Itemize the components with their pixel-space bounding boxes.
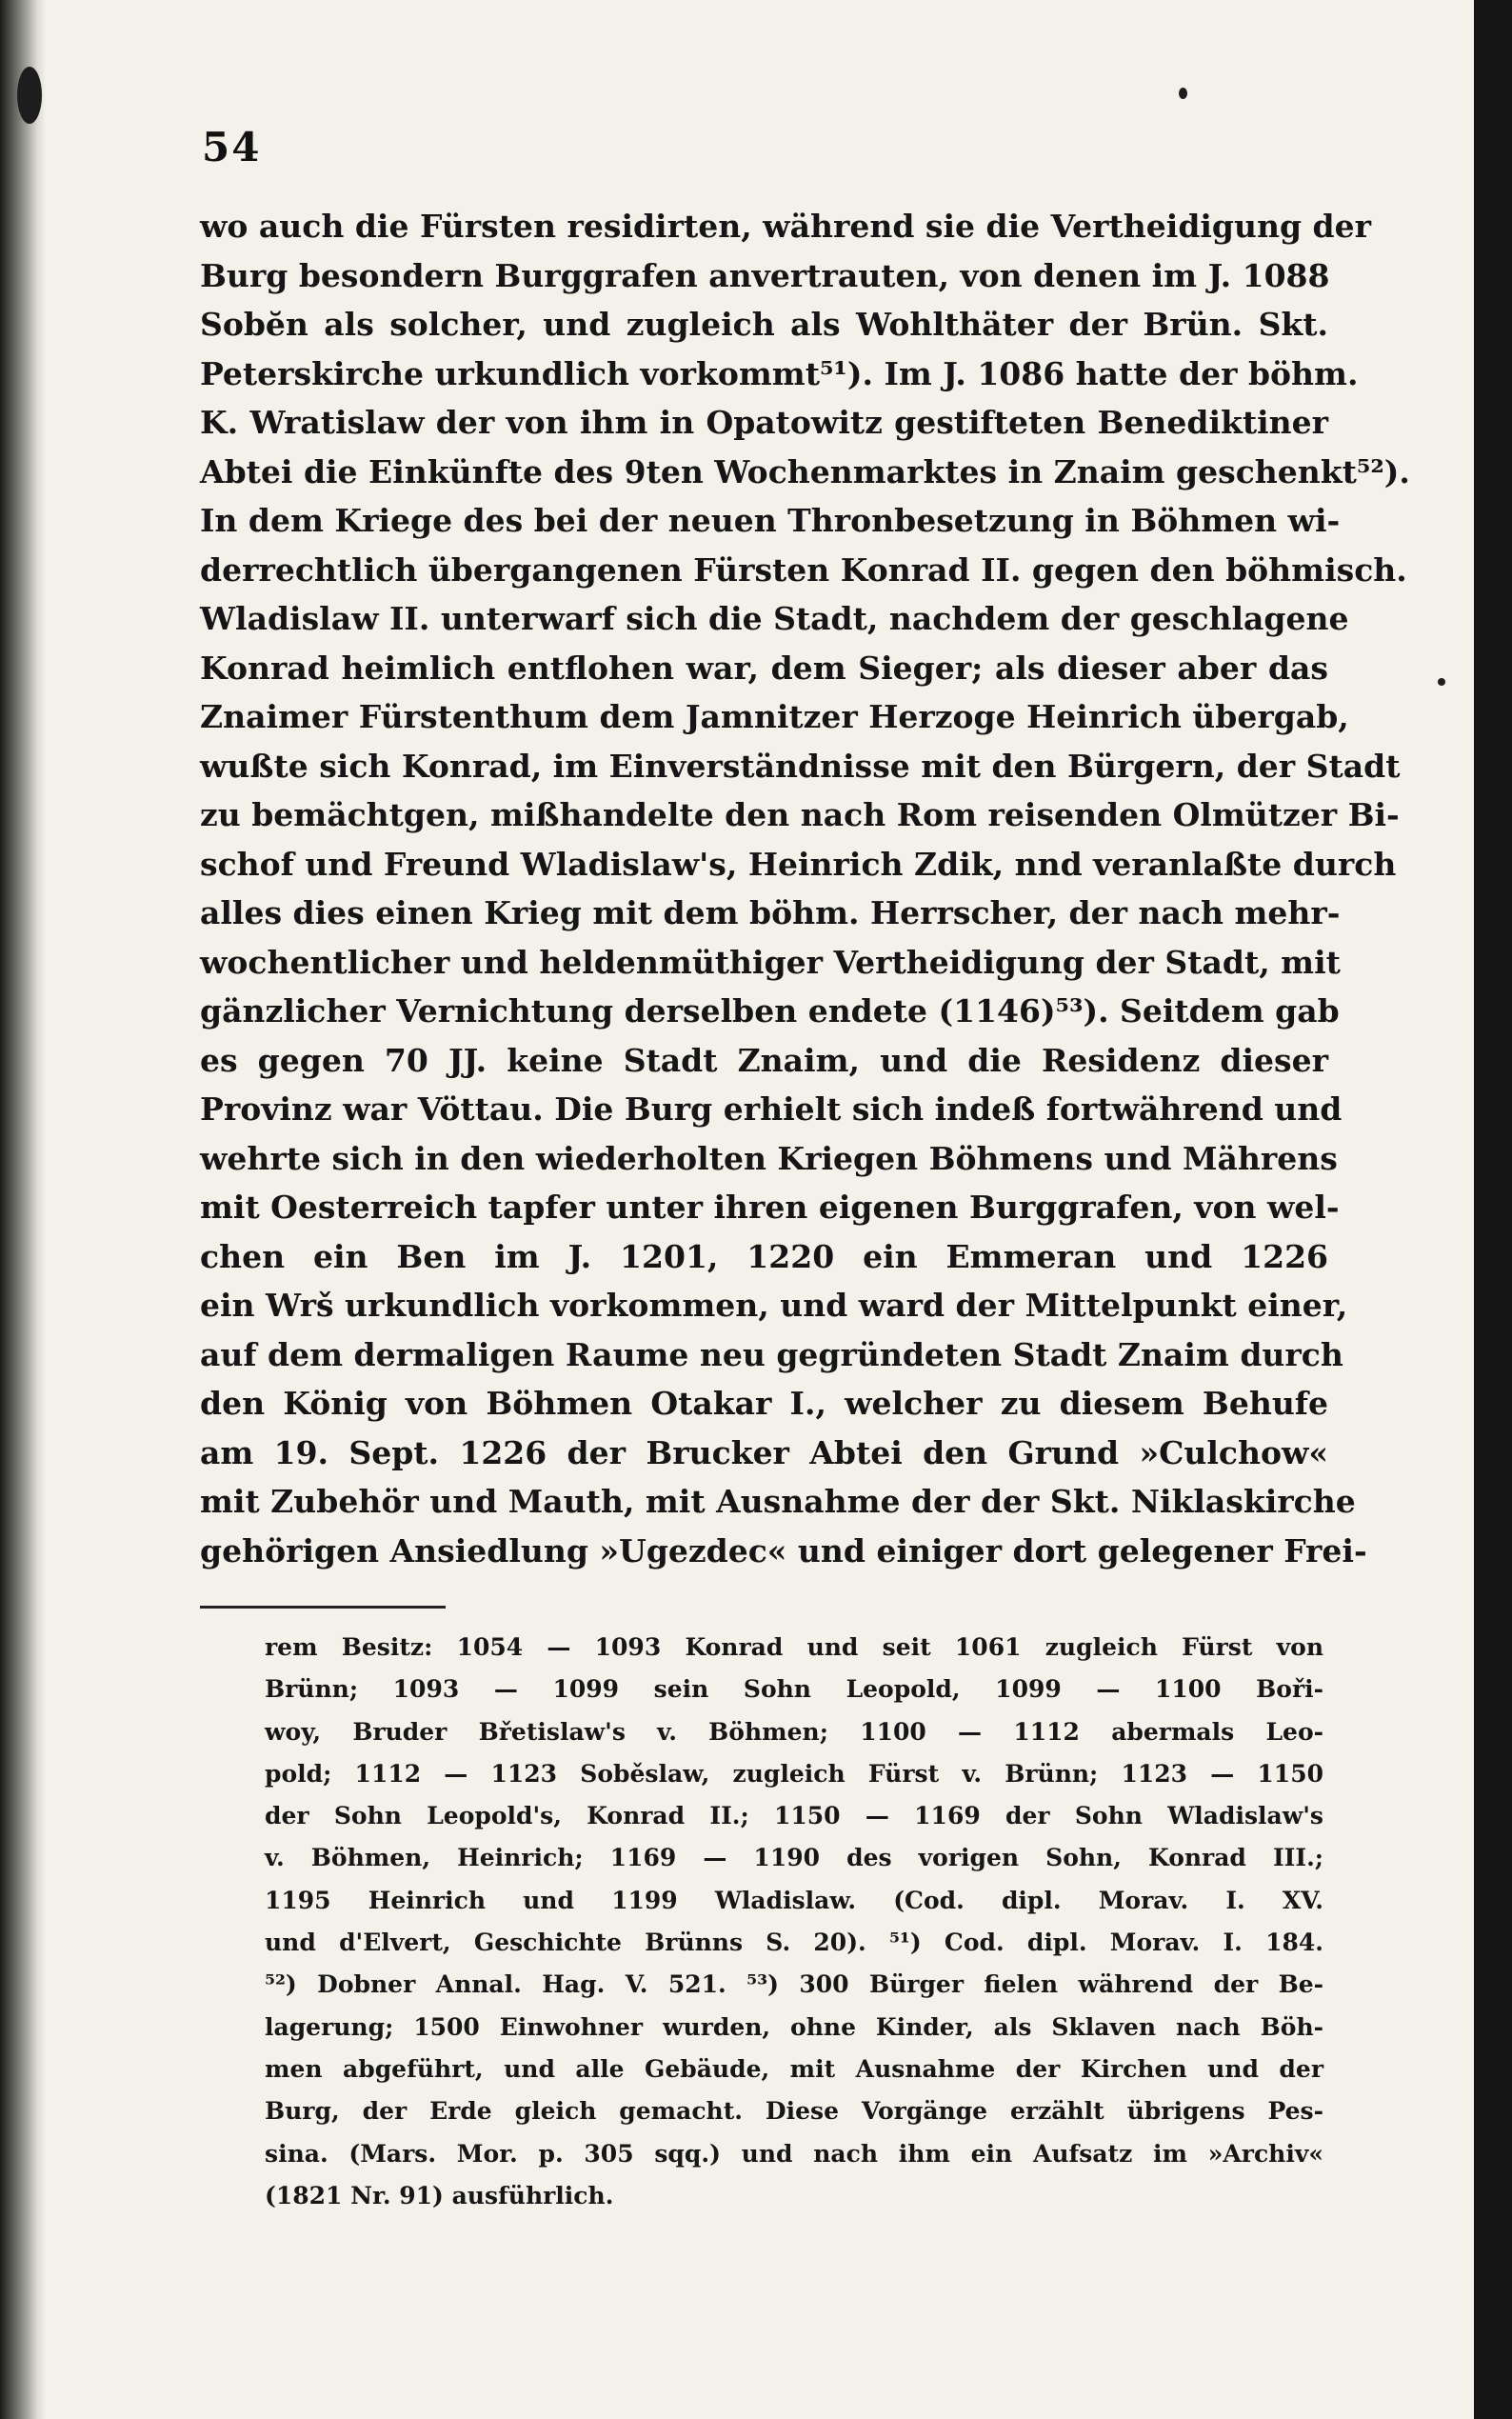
text-line: Burg besondern Burggrafen anvertrauten, von denen im J. 1088: [200, 256, 1330, 294]
text-line: ein Wrš urkundlich vorkommen, und ward der Mittelpunkt einer,: [200, 1287, 1348, 1324]
text-line: Znaimer Fürstenthum dem Jamnitzer Herzoge Heinrich übergab,: [200, 698, 1349, 735]
ink-speck: [1179, 88, 1187, 99]
text-line: mit Zubehör und Mauth, mit Ausnahme der der Skt. Niklaskirche: [200, 1483, 1356, 1520]
footnote-line: (1821 Nr. 91) ausführlich.: [265, 2181, 614, 2209]
footnote-line: ⁵²) Dobner Annal. Hag. V. 521. ⁵³) 300 Bürger fielen während der Be-: [265, 1970, 1323, 1999]
text-line: wehrte sich in den wiederholten Kriegen Böhmens und Mährens: [200, 1139, 1338, 1177]
text-line: wußte sich Konrad, im Einverständnisse mit den Bürgern, der Stadt: [200, 747, 1401, 785]
text-line: chen ein Ben im J. 1201, 1220 ein Emmeran und 1226: [200, 1237, 1328, 1275]
text-line: Sobĕn als solcher, und zugleich als Wohlthäter der Brün. Skt.: [200, 306, 1328, 343]
right-page-edge: [1474, 0, 1512, 2419]
footnote-line: und d'Elvert, Geschichte Brünns S. 20). ⁵¹) Cod. dipl. Morav. I. 184.: [265, 1929, 1323, 1957]
footnote-line: der Sohn Leopold's, Konrad II.; 1150 — 1169 der Sohn Wladislaw's: [265, 1802, 1323, 1830]
text-line: Peterskirche urkundlich vorkommt⁵¹). Im J. 1086 hatte der böhm.: [200, 354, 1359, 392]
text-line: den König von Böhmen Otakar I., welcher zu diesem Behufe: [200, 1385, 1328, 1422]
footnote-line: sina. (Mars. Mor. p. 305 sqq.) und nach ihm ein Aufsatz im »Archiv«: [265, 2139, 1323, 2168]
text-line: Provinz war Vöttau. Die Burg erhielt sich indeß fortwährend und: [200, 1090, 1343, 1128]
text-line: mit Oesterreich tapfer unter ihren eigenen Burggrafen, von wel-: [200, 1189, 1340, 1226]
page-number: 54: [202, 124, 262, 170]
text-line: es gegen 70 JJ. keine Stadt Znaim, und die Residenz dieser: [200, 1041, 1328, 1079]
text-line: wo auch die Fürsten residirten, während sie die Vertheidigung der: [200, 208, 1372, 245]
text-line: In dem Kriege des bei der neuen Thronbesetzung in Böhmen wi-: [200, 502, 1341, 539]
footnote-line: lagerung; 1500 Einwohner wurden, ohne Kinder, als Sklaven nach Böh-: [265, 2012, 1323, 2041]
text-line: K. Wratislaw der von ihm in Opatowitz gestifteten Benediktiner: [200, 404, 1328, 441]
text-line: wochentlicher und heldenmüthiger Vertheidigung der Stadt, mit: [200, 943, 1341, 981]
ink-blot: [17, 67, 42, 124]
footnote-line: pold; 1112 — 1123 Soběslaw, zugleich Fürst v. Brünn; 1123 — 1150: [265, 1759, 1323, 1788]
footnote-separator: [200, 1606, 446, 1609]
text-line: schof und Freund Wladislaw's, Heinrich Zdik, nnd veranlaßte durch: [200, 845, 1397, 883]
text-line: alles dies einen Krieg mit dem böhm. Herrscher, der nach mehr-: [200, 894, 1341, 931]
ink-speck: [1438, 678, 1445, 686]
footnotes-block: [265, 1627, 1323, 2217]
text-line: auf dem dermaligen Raume neu gegründeten Stadt Znaim durch: [200, 1335, 1343, 1373]
text-line: Abtei die Einkünfte des 9ten Wochenmarktes in Znaim geschenkt⁵²).: [200, 452, 1410, 490]
footnote-line: woy, Bruder Břetislaw's v. Böhmen; 1100 — 1112 abermals Leo-: [265, 1717, 1323, 1746]
footnote-line: v. Böhmen, Heinrich; 1169 — 1190 des vorigen Sohn, Konrad III.;: [265, 1844, 1323, 1872]
text-line: zu bemächtgen, mißhandelte den nach Rom reisenden Olmützer Bi-: [200, 796, 1400, 833]
text-line: gänzlicher Vernichtung derselben endete (1146)⁵³). Seitdem gab: [200, 992, 1340, 1030]
left-page-edge: [0, 0, 46, 2419]
footnote-line: men abgeführt, und alle Gebäude, mit Ausnahme der Kirchen und der: [265, 2054, 1323, 2083]
text-line: gehörigen Ansiedlung »Ugezdec« und einiger dort gelegener Frei-: [200, 1531, 1367, 1569]
main-text-body: [200, 202, 1410, 1575]
text-line: Konrad heimlich entflohen war, dem Sieger; als dieser aber das: [200, 649, 1328, 687]
footnote-line: rem Besitz: 1054 — 1093 Konrad und seit 1061 zugleich Fürst von: [265, 1633, 1323, 1661]
text-line: am 19. Sept. 1226 der Brucker Abtei den Grund »Culchow«: [200, 1433, 1328, 1471]
text-line: derrechtlich übergangenen Fürsten Konrad II. gegen den böhmisch.: [200, 550, 1407, 589]
footnote-line: 1195 Heinrich und 1199 Wladislaw. (Cod. dipl. Morav. I. XV.: [265, 1886, 1323, 1914]
text-line: Wladislaw II. unterwarf sich die Stadt, nachdem der geschlagene: [200, 600, 1349, 637]
footnote-line: Brünn; 1093 — 1099 sein Sohn Leopold, 1099 — 1100 Boři-: [265, 1675, 1323, 1704]
footnote-line: Burg, der Erde gleich gemacht. Diese Vorgänge erzählt übrigens Pes-: [265, 2097, 1323, 2126]
